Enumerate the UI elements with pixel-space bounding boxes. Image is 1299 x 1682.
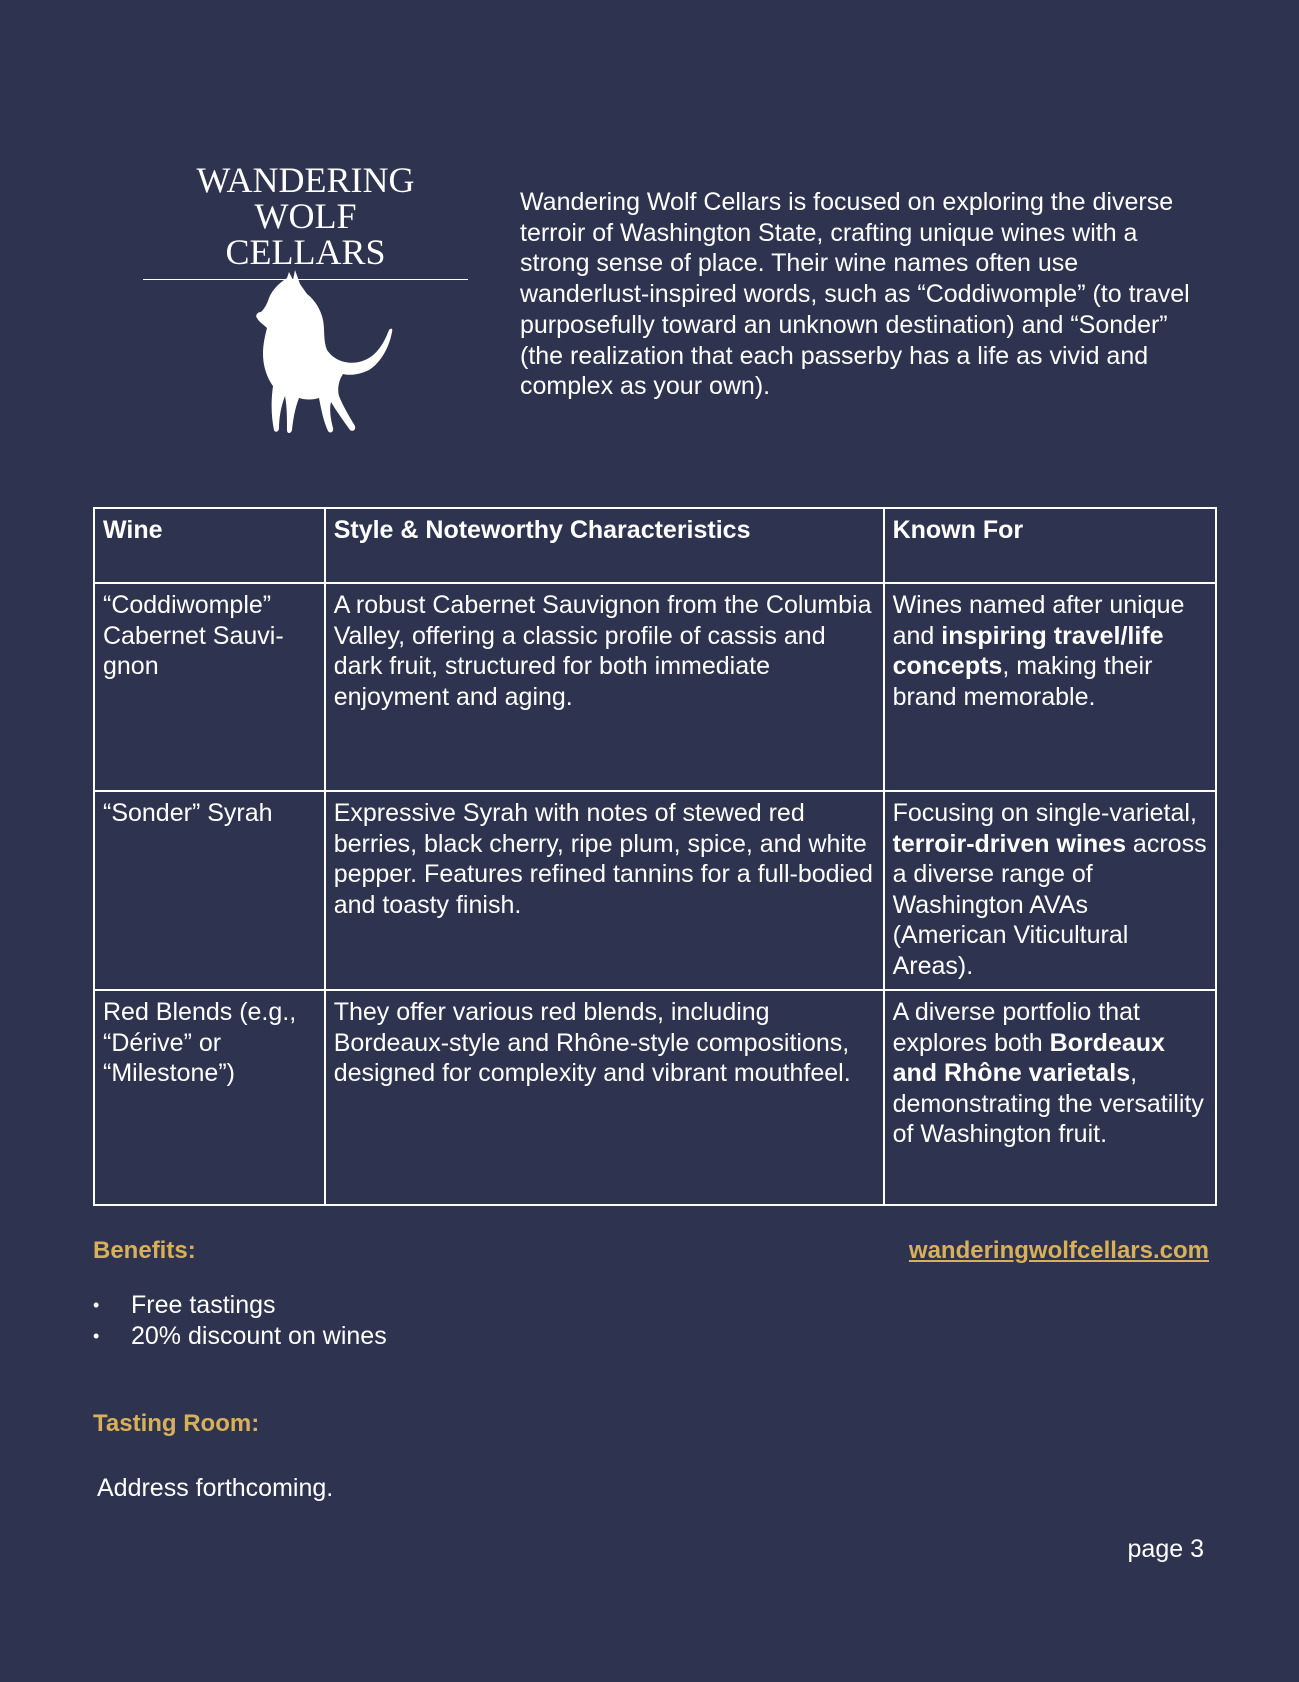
wine-name-cell: Red Blends (e.g., “Dérive” or “Milestone”)	[94, 990, 325, 1205]
style-cell: They offer various red blends, including Bordeaux-style and Rhône-style compositions, designed for complexity and vibrant mouthfeel.	[325, 990, 884, 1205]
benefit-text: 20% discount on wines	[131, 1321, 387, 1350]
known-for-text: A diverse portfolio that explores both	[892, 998, 1140, 1057]
logo	[143, 162, 468, 280]
wine-name-cell: “Coddiwomple” Cabernet Sauvi-gnon	[94, 583, 325, 791]
known-for-text: across a diverse range of Washington AVAs (American Viticultural Areas).	[892, 829, 1207, 980]
bullet-icon: •	[93, 1325, 100, 1346]
known-for-cell	[884, 990, 1216, 1205]
tasting-room-heading: Tasting Room:	[93, 1410, 260, 1437]
bullet-icon: •	[93, 1295, 100, 1315]
wine-table	[93, 507, 1217, 1206]
logo-title-line-1: WANDERING WOLF	[196, 160, 415, 236]
known-for-cell	[884, 791, 1216, 990]
tasting-room-address: Address forthcoming.	[97, 1474, 334, 1502]
table-row	[94, 791, 1216, 990]
benefit-text: Free tastings	[131, 1291, 276, 1319]
intro-paragraph: Wandering Wolf Cellars is focused on exploring the diverse terroir of Washington State, crafting unique wines with a strong sense of place. Their wine names often use wanderlust-inspired words, such as “Coddiwomple” (to travel purposefully toward an unknown destination) and “Sonder” (the realization that each passerby has a life as vivid and complex as your own).	[520, 188, 1190, 401]
logo-title-line-2: CELLARS	[225, 232, 386, 272]
table-row	[94, 583, 1216, 791]
benefits-list	[93, 1290, 387, 1351]
header-style: Style & Noteworthy Characteristics	[325, 508, 884, 583]
known-for-cell	[884, 583, 1216, 791]
website-link[interactable]: wanderingwolfcellars.com	[908, 1237, 1209, 1264]
header-wine: Wine	[94, 508, 325, 583]
known-for-emphasis: terroir-driven wines	[892, 829, 1126, 858]
page-number: page 3	[1127, 1535, 1204, 1563]
known-for-text: , making their brand memorable.	[892, 652, 1153, 711]
known-for-text: , demonstrating the versatility of Washington fruit.	[892, 1059, 1204, 1148]
list-item	[93, 1321, 387, 1352]
benefits-heading: Benefits:	[93, 1237, 196, 1264]
table-row	[94, 990, 1216, 1205]
wine-name-cell: “Sonder” Syrah	[94, 791, 325, 990]
list-item	[93, 1290, 387, 1321]
known-for-emphasis: Bordeaux and Rhône varietals	[892, 1028, 1165, 1087]
header-known-for: Known For	[884, 508, 1216, 583]
known-for-emphasis: inspiring travel/life concepts	[892, 621, 1164, 680]
known-for-text: Focusing on single-varietal,	[892, 799, 1197, 827]
style-cell: Expressive Syrah with notes of stewed red berries, black cherry, ripe plum, spice, and white pepper. Features refined tannins for a full-bodied and toasty finish.	[325, 791, 884, 990]
style-cell: A robust Cabernet Sauvignon from the Columbia Valley, offering a classic profile of cassis and dark fruit, structured for both immediate enjoyment and aging.	[325, 583, 884, 791]
known-for-text: Wines named after unique and	[892, 591, 1185, 650]
wolf-icon	[255, 270, 393, 436]
table-header-row	[94, 508, 1216, 583]
